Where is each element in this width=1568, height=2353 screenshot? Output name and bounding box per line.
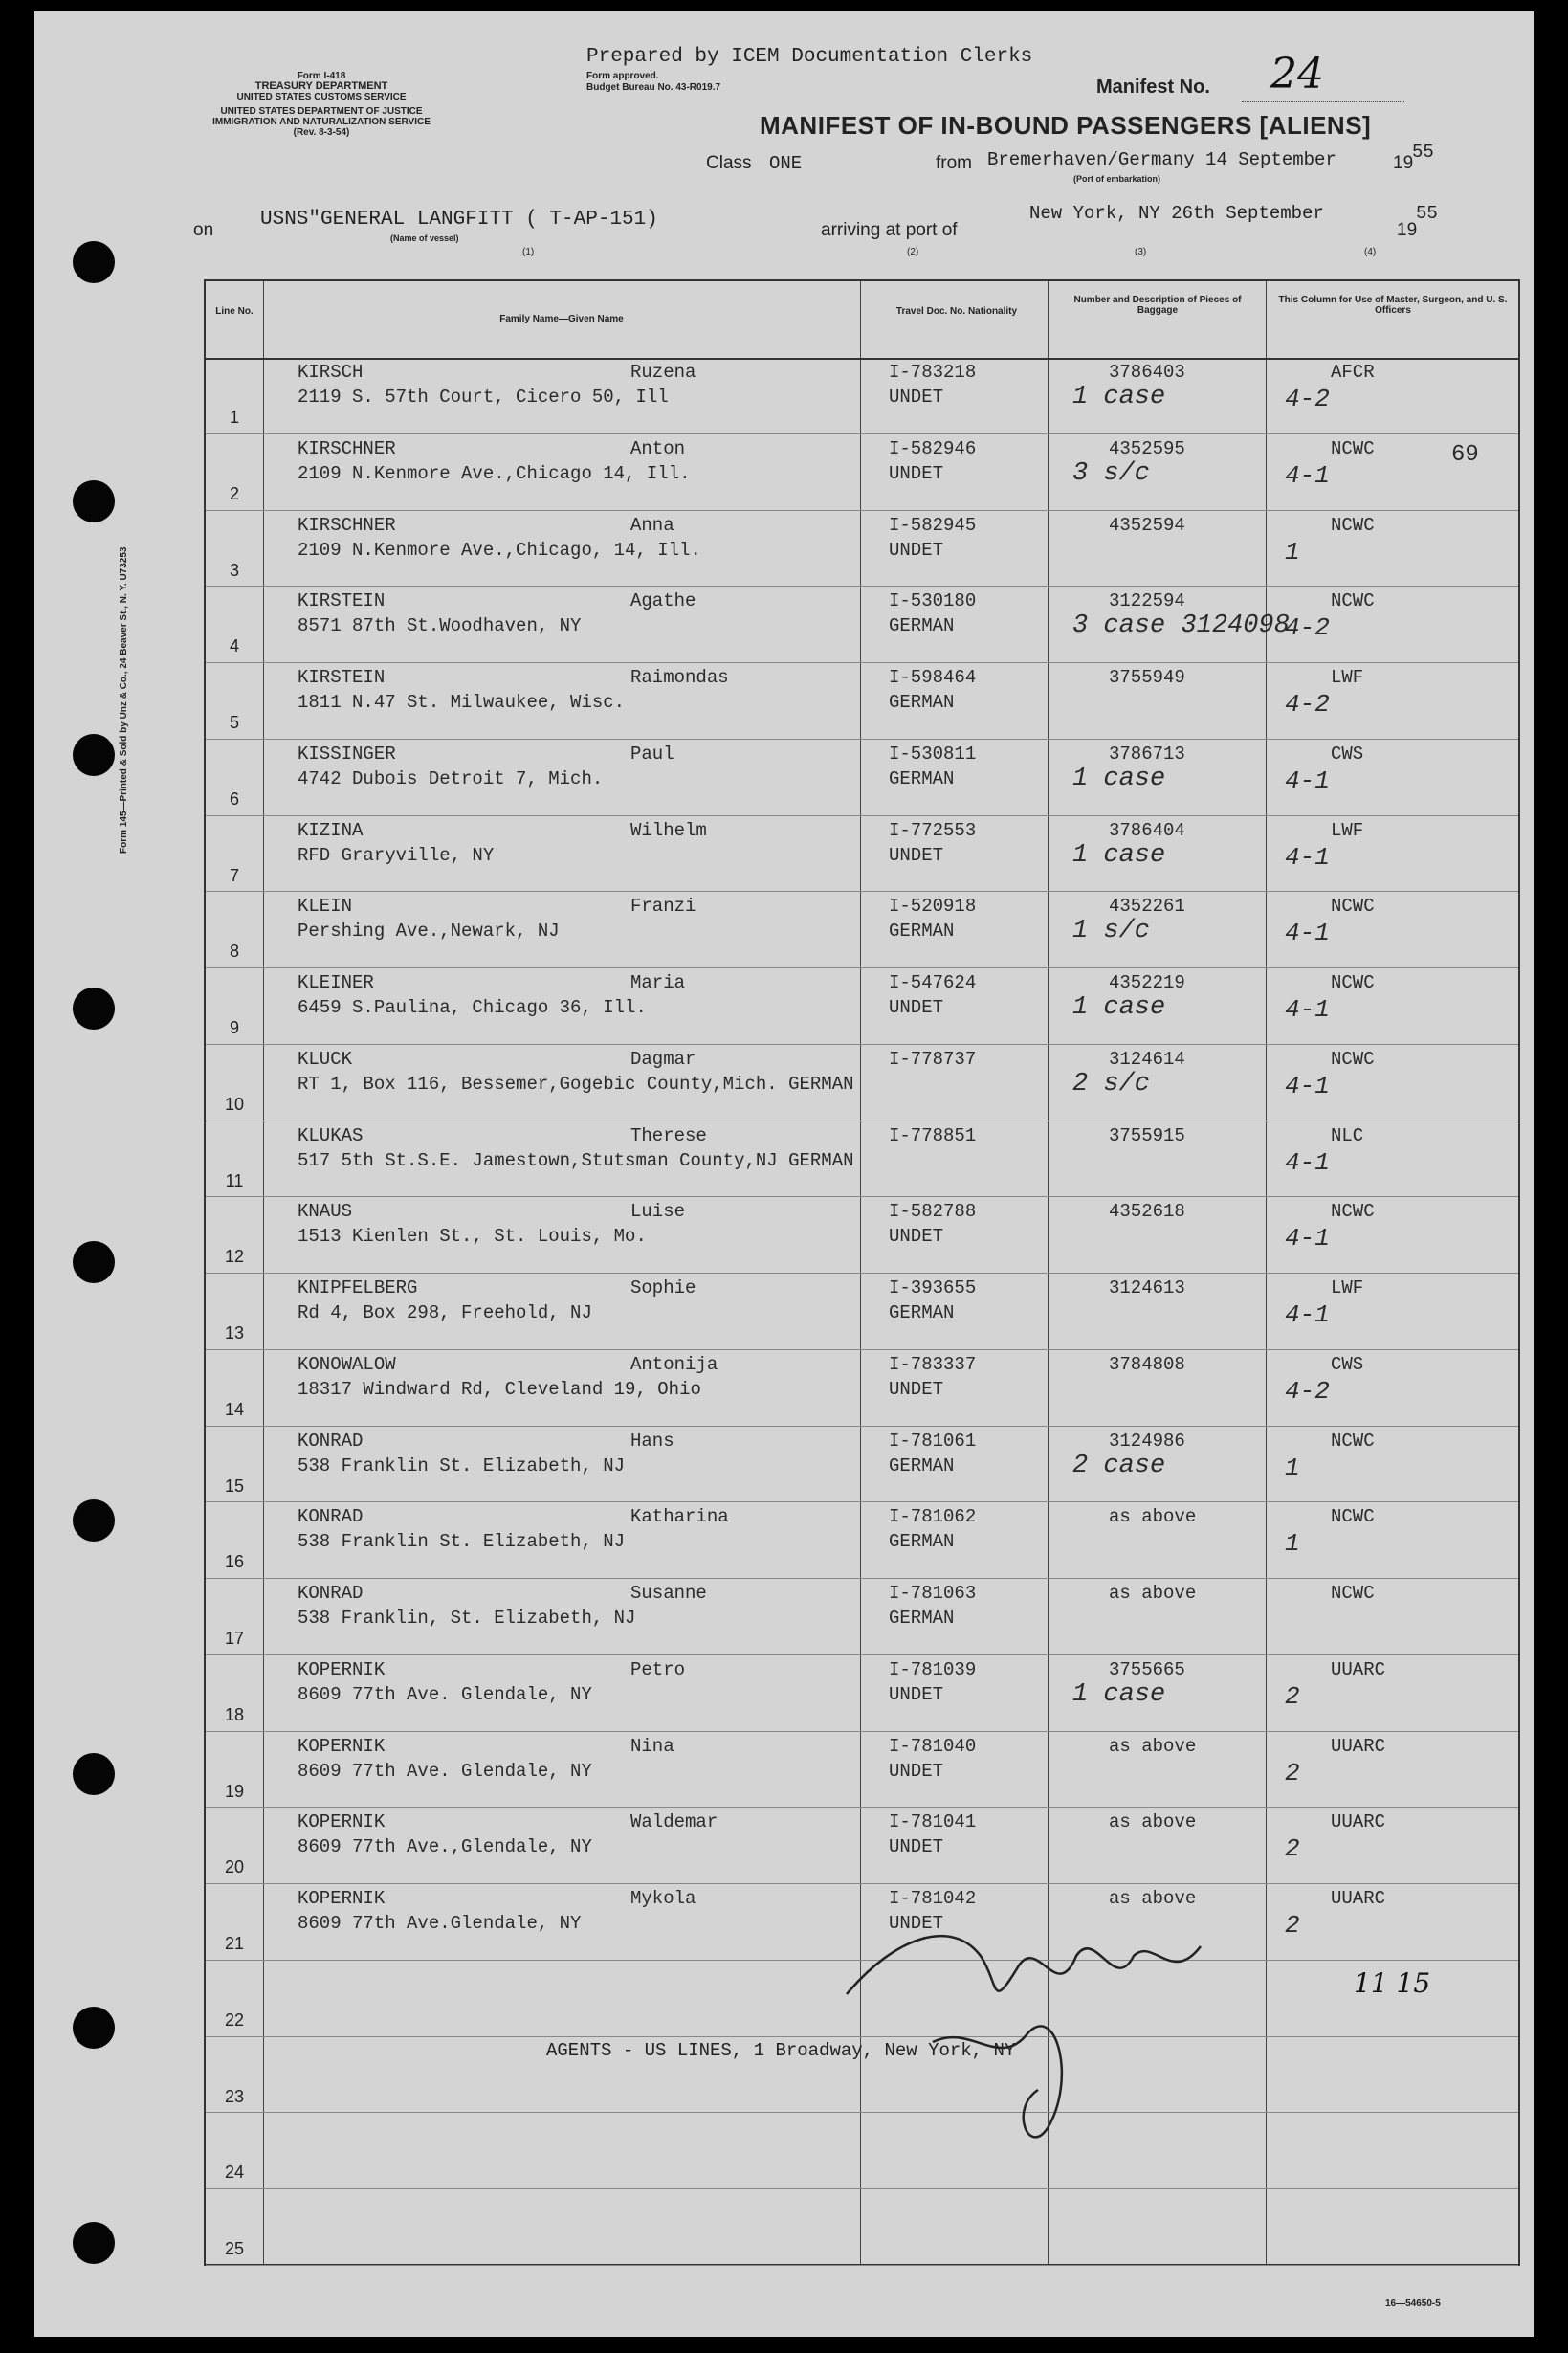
punch-hole bbox=[73, 480, 115, 522]
officer-agency: NLC bbox=[1331, 1124, 1364, 1146]
given-name: Franzi bbox=[630, 896, 696, 918]
punch-hole bbox=[73, 1241, 115, 1283]
travel-doc-no: I-393655 bbox=[889, 1277, 977, 1299]
margin-number: 69 bbox=[1451, 441, 1479, 468]
baggage-handwritten: 1 case bbox=[1072, 764, 1166, 793]
col-num-3: (3) bbox=[1135, 247, 1147, 257]
baggage-handwritten: 3 s/c bbox=[1072, 458, 1151, 488]
given-name: Maria bbox=[630, 972, 686, 993]
officer-agency: NCWC bbox=[1331, 1583, 1375, 1604]
baggage-no: as above bbox=[1109, 1811, 1197, 1833]
officer-mark: 4-1 bbox=[1285, 460, 1330, 490]
line-number: 6 bbox=[229, 788, 239, 809]
line-number: 2 bbox=[229, 483, 239, 503]
table-row bbox=[206, 1655, 1518, 1732]
from-year: 55 bbox=[1412, 142, 1434, 163]
officer-agency: NCWC bbox=[1331, 1430, 1375, 1452]
given-name: Petro bbox=[630, 1658, 686, 1680]
address: 1513 Kienlen St., St. Louis, Mo. bbox=[298, 1226, 647, 1248]
form-block bbox=[178, 71, 465, 138]
family-name: KNAUS bbox=[298, 1201, 353, 1223]
given-name: Susanne bbox=[630, 1583, 707, 1604]
family-name: KLEINER bbox=[298, 972, 374, 993]
officer-agency: NCWC bbox=[1331, 514, 1375, 536]
baggage-no: 4352594 bbox=[1109, 514, 1185, 536]
line-number: 21 bbox=[224, 1934, 245, 1953]
prepared-by: Prepared by ICEM Documentation Clerks bbox=[586, 46, 1033, 68]
family-name: KOPERNIK bbox=[298, 1658, 386, 1680]
table-row bbox=[206, 968, 1518, 1045]
line-number: 9 bbox=[229, 1018, 239, 1037]
officer-mark: 4-1 bbox=[1285, 1147, 1330, 1177]
address: 2119 S. 57th Court, Cicero 50, Ill bbox=[298, 387, 669, 408]
class-value: ONE bbox=[769, 153, 803, 174]
nationality: UNDET bbox=[889, 462, 944, 484]
nationality: UNDET bbox=[889, 1683, 944, 1705]
address: 2109 N.Kenmore Ave.,Chicago, 14, Ill. bbox=[298, 539, 701, 561]
manifest-page bbox=[34, 11, 1534, 2337]
travel-doc-no: I-582788 bbox=[889, 1201, 977, 1223]
baggage-handwritten: 1 case bbox=[1072, 840, 1166, 870]
line-number: 5 bbox=[229, 713, 239, 732]
table-row bbox=[206, 587, 1518, 663]
given-name: Mykola bbox=[630, 1888, 696, 1909]
nationality: UNDET bbox=[889, 844, 944, 866]
treasury-dept: TREASURY DEPARTMENT bbox=[254, 80, 388, 92]
family-name: KONRAD bbox=[298, 1506, 364, 1528]
officer-agency: LWF bbox=[1331, 819, 1364, 841]
justice-dept: UNITED STATES DEPARTMENT OF JUSTICE bbox=[220, 106, 423, 117]
address: 538 Franklin St. Elizabeth, NJ bbox=[298, 1454, 626, 1476]
arrival-value: New York, NY 26th September bbox=[1029, 203, 1324, 224]
officer-mark: 4-1 bbox=[1285, 919, 1330, 948]
officer-mark: 4-2 bbox=[1285, 613, 1330, 643]
baggage-handwritten: 1 case bbox=[1072, 1679, 1166, 1709]
family-name: KONRAD bbox=[298, 1583, 364, 1604]
travel-doc-no: I-781042 bbox=[889, 1888, 977, 1909]
baggage-no: 3755665 bbox=[1109, 1658, 1185, 1680]
side-print: Form 145—Printed & Sold by Unz & Co., 24 Beaver St., N. Y. U73253 bbox=[119, 546, 129, 854]
baggage-handwritten: 1 case bbox=[1072, 383, 1166, 411]
line-number: 19 bbox=[224, 1781, 245, 1801]
address: 517 5th St.S.E. Jamestown,Stutsman County,NJ GERMAN bbox=[298, 1149, 854, 1171]
table-row bbox=[206, 740, 1518, 816]
officer-agency: NCWC bbox=[1331, 590, 1375, 612]
table-row bbox=[206, 1732, 1518, 1809]
travel-doc-no: I-582945 bbox=[889, 514, 977, 536]
punch-hole bbox=[73, 734, 115, 776]
given-name: Agathe bbox=[630, 590, 696, 612]
baggage-no: 3122594 bbox=[1109, 590, 1185, 612]
punch-hole bbox=[73, 2222, 115, 2264]
officer-mark: 2 bbox=[1285, 1834, 1300, 1864]
officer-agency: NCWC bbox=[1331, 437, 1375, 459]
travel-doc-no: I-778851 bbox=[889, 1124, 977, 1146]
officer-mark: 1 bbox=[1285, 1453, 1300, 1482]
address: Rd 4, Box 298, Freehold, NJ bbox=[298, 1302, 592, 1323]
travel-doc-no: I-582946 bbox=[889, 437, 977, 459]
given-name: Anton bbox=[630, 437, 686, 459]
given-name: Waldemar bbox=[630, 1811, 718, 1833]
given-name: Therese bbox=[630, 1124, 707, 1146]
line-number: 11 bbox=[225, 1170, 244, 1190]
family-name: KIRSCH bbox=[298, 362, 364, 383]
travel-doc-no: I-781040 bbox=[889, 1735, 977, 1757]
manifest-no-label: Manifest No. bbox=[1096, 77, 1210, 98]
from-value: Bremerhaven/Germany 14 September bbox=[987, 149, 1336, 170]
nationality: GERMAN bbox=[889, 615, 955, 637]
family-name: KISSINGER bbox=[298, 743, 396, 765]
baggage-handwritten: 1 case bbox=[1072, 993, 1166, 1022]
punch-hole bbox=[73, 1753, 115, 1795]
family-name: KLUCK bbox=[298, 1048, 353, 1070]
given-name: Hans bbox=[630, 1430, 674, 1452]
table-row bbox=[206, 1808, 1518, 1884]
rev-date: (Rev. 8-3-54) bbox=[293, 127, 350, 138]
nationality: GERMAN bbox=[889, 767, 955, 789]
given-name: Antonija bbox=[630, 1353, 718, 1375]
nationality: GERMAN bbox=[889, 1608, 955, 1629]
signature-note: 11 15 bbox=[1354, 1967, 1431, 1999]
from-label: from bbox=[936, 153, 972, 173]
officer-agency: LWF bbox=[1331, 667, 1364, 688]
col-header-baggage: Number and Description of Pieces of Baggage bbox=[1073, 295, 1242, 316]
officer-agency: NCWC bbox=[1331, 896, 1375, 918]
on-label: on bbox=[193, 220, 214, 240]
table-row bbox=[206, 1045, 1518, 1121]
address: 538 Franklin St. Elizabeth, NJ bbox=[298, 1531, 626, 1553]
line-number: 3 bbox=[229, 560, 239, 580]
family-name: KONOWALOW bbox=[298, 1353, 396, 1375]
nationality: GERMAN bbox=[889, 1454, 955, 1476]
nationality: GERMAN bbox=[889, 1302, 955, 1323]
line-number: 1 bbox=[229, 408, 239, 427]
footer-code: 16—54650-5 bbox=[1385, 2298, 1441, 2309]
nationality: UNDET bbox=[889, 1760, 944, 1782]
baggage-no: 4352261 bbox=[1109, 896, 1185, 918]
address: 8609 77th Ave.,Glendale, NY bbox=[298, 1836, 592, 1858]
baggage-no: 3124614 bbox=[1109, 1048, 1185, 1070]
table-row bbox=[206, 1427, 1518, 1503]
nationality: UNDET bbox=[889, 1913, 944, 1934]
officer-mark: 1 bbox=[1285, 537, 1300, 566]
address: RT 1, Box 116, Bessemer,Gogebic County,Mich. GERMAN bbox=[298, 1073, 854, 1095]
given-name: Sophie bbox=[630, 1277, 696, 1299]
punch-hole bbox=[73, 1499, 115, 1542]
family-name: KIRSTEIN bbox=[298, 590, 386, 612]
vessel-name: USNS"GENERAL LANGFITT ( T-AP-151) bbox=[260, 209, 658, 231]
travel-doc-no: I-783337 bbox=[889, 1353, 977, 1375]
family-name: KIRSCHNER bbox=[298, 437, 396, 459]
baggage-no: 3124613 bbox=[1109, 1277, 1185, 1299]
baggage-no: 3755915 bbox=[1109, 1124, 1185, 1146]
baggage-handwritten: 2 case bbox=[1072, 1451, 1166, 1480]
family-name: KLEIN bbox=[298, 896, 353, 918]
officer-mark: 2 bbox=[1285, 1681, 1300, 1711]
line-number: 7 bbox=[229, 865, 239, 885]
punch-hole bbox=[73, 241, 115, 283]
agents-line: AGENTS - US LINES, 1 Broadway, New York, NY bbox=[546, 2040, 1016, 2061]
baggage-no: 3784808 bbox=[1109, 1353, 1185, 1375]
port-embarkation-label: (Port of embarkation) bbox=[1073, 174, 1161, 184]
table-row bbox=[206, 1350, 1518, 1427]
officer-mark: 4-2 bbox=[1285, 1376, 1330, 1406]
officer-mark: 2 bbox=[1285, 1758, 1300, 1787]
officer-agency: NCWC bbox=[1331, 1201, 1375, 1223]
line-number: 13 bbox=[224, 1323, 245, 1343]
given-name: Katharina bbox=[630, 1506, 729, 1528]
baggage-no: 3755949 bbox=[1109, 667, 1185, 688]
table-row bbox=[206, 511, 1518, 588]
nationality: GERMAN bbox=[889, 692, 955, 713]
nationality: UNDET bbox=[889, 1836, 944, 1858]
address: 4742 Dubois Detroit 7, Mich. bbox=[298, 767, 604, 789]
given-name: Nina bbox=[630, 1735, 674, 1757]
officer-mark: 4-1 bbox=[1285, 1071, 1330, 1100]
address: 18317 Windward Rd, Cleveland 19, Ohio bbox=[298, 1378, 701, 1400]
line-number: 24 bbox=[224, 2163, 245, 2183]
officer-mark: 4-2 bbox=[1285, 385, 1330, 413]
baggage-no: 4352595 bbox=[1109, 437, 1185, 459]
travel-doc-no: I-598464 bbox=[889, 667, 977, 688]
page-title: MANIFEST OF IN-BOUND PASSENGERS [ALIENS] bbox=[760, 111, 1372, 140]
nationality: GERMAN bbox=[889, 1531, 955, 1553]
line-number: 20 bbox=[224, 1857, 245, 1877]
travel-doc-no: I-781041 bbox=[889, 1811, 977, 1833]
table-row bbox=[206, 2189, 1518, 2266]
officer-agency: UUARC bbox=[1331, 1888, 1386, 1909]
officer-mark: 1 bbox=[1285, 1529, 1300, 1559]
officer-mark: 4-2 bbox=[1285, 690, 1330, 719]
arriving-label: arriving at port of bbox=[821, 220, 958, 240]
table-row bbox=[206, 1579, 1518, 1655]
table-row bbox=[206, 892, 1518, 968]
officer-mark: 4-1 bbox=[1285, 842, 1330, 872]
officer-agency: NCWC bbox=[1331, 1048, 1375, 1070]
travel-doc-no: I-783218 bbox=[889, 362, 977, 383]
given-name: Wilhelm bbox=[630, 819, 707, 841]
travel-doc-no: I-781039 bbox=[889, 1658, 977, 1680]
officer-agency: UUARC bbox=[1331, 1735, 1386, 1757]
col-header-travel-doc: Travel Doc. No. Nationality bbox=[895, 306, 1018, 317]
nationality: GERMAN bbox=[889, 921, 955, 943]
address: 2109 N.Kenmore Ave.,Chicago 14, Ill. bbox=[298, 462, 691, 484]
line-number: 25 bbox=[224, 2239, 245, 2258]
table-row bbox=[206, 358, 1518, 434]
line-number: 4 bbox=[229, 636, 239, 656]
given-name: Raimondas bbox=[630, 667, 729, 688]
given-name: Ruzena bbox=[630, 362, 696, 383]
address: 8609 77th Ave. Glendale, NY bbox=[298, 1683, 592, 1705]
class-label: Class bbox=[706, 153, 752, 173]
address: 538 Franklin, St. Elizabeth, NJ bbox=[298, 1608, 636, 1629]
customs-service: UNITED STATES CUSTOMS SERVICE bbox=[236, 92, 407, 102]
family-name: KONRAD bbox=[298, 1430, 364, 1452]
officer-agency: NCWC bbox=[1331, 1506, 1375, 1528]
baggage-no: as above bbox=[1109, 1583, 1197, 1604]
table-row bbox=[206, 816, 1518, 893]
officer-mark: 2 bbox=[1285, 1911, 1300, 1940]
col-num-1: (1) bbox=[522, 247, 535, 257]
given-name: Dagmar bbox=[630, 1048, 696, 1070]
address: RFD Graryville, NY bbox=[298, 844, 495, 866]
baggage-no: as above bbox=[1109, 1888, 1197, 1909]
travel-doc-no: I-530811 bbox=[889, 743, 977, 765]
baggage-no: 3124986 bbox=[1109, 1430, 1185, 1452]
nationality: UNDET bbox=[889, 539, 944, 561]
table-row bbox=[206, 1121, 1518, 1198]
table-row bbox=[206, 663, 1518, 740]
given-name: Luise bbox=[630, 1201, 686, 1223]
line-number: 17 bbox=[224, 1629, 245, 1648]
col-header-name: Family Name—Given Name bbox=[499, 314, 624, 324]
table-row bbox=[206, 1502, 1518, 1579]
arrival-year-prefix: 19 bbox=[1397, 220, 1418, 240]
officer-agency: NCWC bbox=[1331, 972, 1375, 993]
baggage-no: 3786713 bbox=[1109, 743, 1185, 765]
address: 8609 77th Ave.Glendale, NY bbox=[298, 1913, 582, 1934]
nationality: UNDET bbox=[889, 1378, 944, 1400]
budget-bureau: Budget Bureau No. 43-R019.7 bbox=[586, 82, 721, 93]
family-name: KIZINA bbox=[298, 819, 364, 841]
line-number: 12 bbox=[224, 1247, 245, 1267]
col-header-officers: This Column for Use of Master, Surgeon, and U. S. Officers bbox=[1278, 295, 1508, 316]
travel-doc-no: I-530180 bbox=[889, 590, 977, 612]
officer-agency: CWS bbox=[1331, 743, 1364, 765]
address: 6459 S.Paulina, Chicago 36, Ill. bbox=[298, 997, 647, 1018]
given-name: Paul bbox=[630, 743, 674, 765]
punch-hole bbox=[73, 2007, 115, 2049]
table-row bbox=[206, 1274, 1518, 1350]
family-name: KOPERNIK bbox=[298, 1888, 386, 1909]
travel-doc-no: I-781062 bbox=[889, 1506, 977, 1528]
officer-mark: 4-1 bbox=[1285, 995, 1330, 1024]
family-name: KIRSTEIN bbox=[298, 667, 386, 688]
nationality: UNDET bbox=[889, 997, 944, 1018]
address: 1811 N.47 St. Milwaukee, Wisc. bbox=[298, 692, 626, 713]
officer-agency: CWS bbox=[1331, 1353, 1364, 1375]
address: 8609 77th Ave. Glendale, NY bbox=[298, 1760, 592, 1782]
baggage-no: 4352219 bbox=[1109, 972, 1185, 993]
family-name: KOPERNIK bbox=[298, 1735, 386, 1757]
baggage-handwritten: 1 s/c bbox=[1072, 917, 1151, 946]
nationality: UNDET bbox=[889, 387, 944, 408]
travel-doc-no: I-520918 bbox=[889, 896, 977, 918]
address: 8571 87th St.Woodhaven, NY bbox=[298, 615, 582, 637]
table-row bbox=[206, 1197, 1518, 1274]
baggage-no: 4352618 bbox=[1109, 1201, 1185, 1223]
officer-mark: 4-1 bbox=[1285, 766, 1330, 795]
table-row bbox=[206, 434, 1518, 511]
family-name: KIRSCHNER bbox=[298, 514, 396, 536]
nationality: UNDET bbox=[889, 1226, 944, 1248]
form-approved: Form approved. bbox=[586, 71, 659, 81]
officer-agency: UUARC bbox=[1331, 1811, 1386, 1833]
line-number: 8 bbox=[229, 942, 239, 962]
col-header-line: Line No. bbox=[215, 306, 254, 317]
line-number: 23 bbox=[224, 2086, 245, 2106]
line-number: 22 bbox=[224, 2009, 245, 2030]
arrival-year: 55 bbox=[1416, 203, 1438, 224]
travel-doc-no: I-772553 bbox=[889, 819, 977, 841]
line-number: 14 bbox=[224, 1399, 245, 1419]
ins-label: IMMIGRATION AND NATURALIZATION SERVICE bbox=[212, 117, 431, 127]
baggage-handwritten: 3 case 3124098 bbox=[1072, 611, 1290, 641]
line-number: 10 bbox=[224, 1094, 245, 1114]
form-number: Form I-418 bbox=[297, 71, 346, 81]
baggage-no: as above bbox=[1109, 1735, 1197, 1757]
signature-scribble bbox=[837, 1879, 1277, 2186]
travel-doc-no: I-781061 bbox=[889, 1430, 977, 1452]
baggage-no: 3786403 bbox=[1109, 362, 1185, 383]
punch-hole bbox=[73, 988, 115, 1030]
officer-mark: 4-1 bbox=[1285, 1224, 1330, 1254]
line-number: 15 bbox=[224, 1476, 245, 1496]
vessel-label: (Name of vessel) bbox=[390, 233, 459, 243]
baggage-no: as above bbox=[1109, 1506, 1197, 1528]
family-name: KOPERNIK bbox=[298, 1811, 386, 1833]
family-name: KLUKAS bbox=[298, 1124, 364, 1146]
family-name: KNIPFELBERG bbox=[298, 1277, 418, 1299]
officer-agency: AFCR bbox=[1331, 362, 1375, 383]
address: Pershing Ave.,Newark, NJ bbox=[298, 921, 560, 943]
manifest-table bbox=[204, 279, 1520, 2266]
baggage-no: 3786404 bbox=[1109, 819, 1185, 841]
given-name: Anna bbox=[630, 514, 674, 536]
baggage-handwritten: 2 s/c bbox=[1072, 1069, 1151, 1099]
line-number: 16 bbox=[224, 1552, 245, 1572]
travel-doc-no: I-547624 bbox=[889, 972, 977, 993]
manifest-no: 24 bbox=[1270, 50, 1324, 99]
col-num-4: (4) bbox=[1364, 247, 1377, 257]
travel-doc-no: I-778737 bbox=[889, 1048, 977, 1070]
officer-mark: 4-1 bbox=[1285, 1300, 1330, 1329]
col-num-2: (2) bbox=[907, 247, 919, 257]
officer-agency: UUARC bbox=[1331, 1658, 1386, 1680]
travel-doc-no: I-781063 bbox=[889, 1583, 977, 1604]
officer-agency: LWF bbox=[1331, 1277, 1364, 1299]
from-year-prefix: 19 bbox=[1393, 153, 1414, 173]
line-number: 18 bbox=[224, 1704, 245, 1724]
